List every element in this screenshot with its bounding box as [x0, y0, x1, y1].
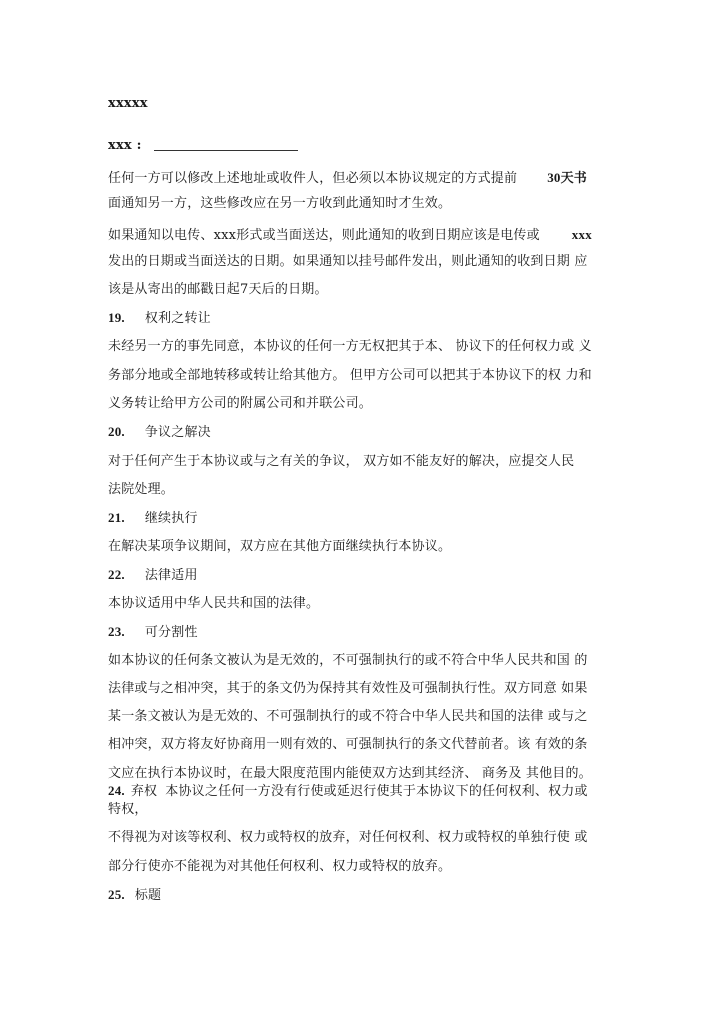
- section-20-line-1: 对于任何产生于本协议或与之有关的争议， 双方如不能友好的解决，应提交人民: [108, 454, 575, 469]
- address-blank-line: [154, 150, 298, 151]
- section-24-line-1: 24. 弃权 本协议之任何一方没有行使或延迟行使其于本协议下的任何权利、权力或: [108, 783, 588, 799]
- section-19-line-2: 务部分地或全部地转移或转让给其他方。 但甲方公司可以把其于本协议下的权 力和: [108, 368, 592, 383]
- notice-line-1: 任何一方可以修改上述地址或收件人，但必须以本协议规定的方式提前 30天书: [108, 170, 588, 186]
- section-19-heading: 19. 权利之转让: [108, 310, 211, 326]
- section-21-heading: 21. 继续执行: [108, 510, 198, 526]
- section-20-line-2: 法院处理。: [108, 482, 175, 497]
- document-title: xxxxx: [108, 96, 148, 111]
- section-24-line-2: 特权，: [108, 802, 148, 817]
- section-23-line-3: 某一条文被认为是无效的、不可强制执行的或不符合中华人民共和国的法律 或与之: [108, 709, 588, 724]
- section-20-heading: 20. 争议之解决: [108, 424, 211, 440]
- notice-line-3: 如果通知以电传、xxx形式或当面送达，则此通知的收到日期应该是电传或 xxx: [108, 227, 592, 243]
- section-22-line-1: 本协议适用中华人民共和国的法律。: [108, 596, 320, 611]
- section-23-line-4: 相冲突，双方将友好协商用一则有效的、可强制执行的条文代替前者。该 有效的条: [108, 737, 588, 752]
- notice-line-5: 该是从寄出的邮戳日起7天后的日期。: [108, 282, 328, 297]
- section-23-heading: 23. 可分割性: [108, 624, 198, 640]
- section-24-line-3: 不得视为对该等权利、权力或特权的放弃，对任何权利、权力或特权的单独行使 或: [108, 830, 588, 845]
- address-label: xxx :: [108, 138, 142, 153]
- notice-line-4: 发出的日期或当面送达的日期。如果通知以挂号邮件发出，则此通知的收到日期 应: [108, 254, 588, 269]
- section-23-line-1: 如本协议的任何条文被认为是无效的，不可强制执行的或不符合中华人民共和国 的: [108, 653, 588, 668]
- section-23-line-2: 法律或与之相冲突，其于的条文仍为保持其有效性及可强制执行性。双方同意 如果: [108, 681, 588, 696]
- section-19-line-1: 未经另一方的事先同意，本协议的任何一方无权把其于本、 协议下的任何权力或 义: [108, 339, 592, 354]
- section-23-line-5: 文应在执行本协议时，在最大限度范围内能使双方达到其经济、 商务及 其他目的。: [108, 766, 592, 781]
- section-22-heading: 22. 法律适用: [108, 567, 198, 583]
- section-19-line-3: 义务转让给甲方公司的附属公司和并联公司。: [108, 396, 373, 411]
- section-25-heading: 25. 标题: [108, 887, 162, 903]
- section-21-line-1: 在解决某项争议期间，双方应在其他方面继续执行本协议。: [108, 539, 452, 554]
- notice-line-2: 面通知另一方，这些修改应在另一方收到此通知时才生效。: [108, 196, 452, 211]
- section-24-line-4: 部分行使亦不能视为对其他任何权利、权力或特权的放弃。: [108, 859, 452, 874]
